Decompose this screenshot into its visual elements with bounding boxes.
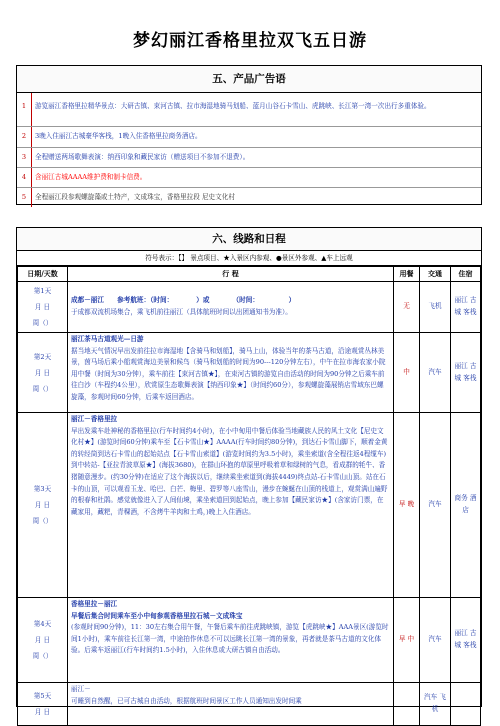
meal-cell: 早 中 <box>394 598 420 683</box>
hotel-cell: 丽江 古城 客栈 <box>451 333 481 413</box>
page-title: 梦幻丽江香格里拉双飞五日游 <box>133 31 367 51</box>
day-title: 丽江－ <box>71 685 91 693</box>
ad-item-text: 含丽江古城AAAA维护费和制卡信费。 <box>35 173 147 181</box>
day-week: 周（） <box>32 652 53 660</box>
day-cell <box>18 282 68 333</box>
col-header-transport: 交通 <box>420 267 451 282</box>
day-date: 月 日 <box>34 708 51 716</box>
day-label: 第5天 <box>33 692 52 700</box>
table-row <box>18 282 481 333</box>
day-date: 月 日 <box>34 303 51 311</box>
transport-cell: 汽车 <box>420 598 451 683</box>
day-body: 据当地天气情况早出发前往拉市海湿地【含骑马和划船】，骑马上山，体验当年的茶马古道，沿途观赏丛林美景，茵马场后乘小船观赏海边美景和候鸟（骑马和划船的时间为90---120分钟左右），中午在拉市海农家小院用中餐（时间为30分钟），乘车前往【束河古镇★】，在束河古镇的游览自由活动的时间为90分钟之后乘车前往白沙（车程约4公里），欣赏原生态歌舞表演【纳西印象★】（时间约60分），参观螺旋藻展销店雪域东巴螺旋藻，参观时间60分钟，后乘车返回酒店。 <box>71 346 386 401</box>
meal-cell: 中 <box>394 333 420 413</box>
hotel-cell: 丽江 古城 客栈 <box>451 282 481 333</box>
ad-section <box>16 65 482 205</box>
transport-cell: 飞机 <box>420 282 451 333</box>
ad-section-heading: 五、产品广告语 <box>17 66 481 93</box>
hotel-cell: 商务 酒店 <box>451 413 481 598</box>
day-label: 第2天 <box>33 352 52 361</box>
ad-item <box>17 188 481 207</box>
itinerary-cell <box>68 333 394 413</box>
hotel-cell <box>451 683 481 726</box>
ad-list <box>17 93 481 207</box>
route-section-heading: 六、线路和日程 <box>17 228 481 251</box>
table-row <box>18 333 481 413</box>
transport-cell: 汽车 飞机 <box>420 683 451 726</box>
day-cell <box>18 333 68 413</box>
route-section <box>16 227 482 716</box>
ad-item-text: 3晚入住丽江古城豪华客栈，1晚入住香格里拉商务酒店。 <box>35 132 202 140</box>
ad-item <box>17 93 481 127</box>
day-subtitle: 早餐后集合时间乘车至小中甸参观香格里拉石城－文成珠宝 <box>71 611 243 620</box>
ad-item <box>17 168 481 188</box>
symbol-legend: 符号表示：【】 景点项目、★入景区内参观、●景区外参观、▲车上远观 <box>17 251 481 266</box>
day-week: 周（） <box>32 384 53 393</box>
col-header-day: 日期/天数 <box>18 267 68 282</box>
meal-cell <box>394 683 420 726</box>
ad-item-num: 3 <box>17 148 32 167</box>
table-row <box>18 413 481 598</box>
day-cell <box>18 683 68 726</box>
ad-item-num: 5 <box>17 188 32 207</box>
ad-item-num: 2 <box>17 127 32 147</box>
day-body: (参观时间90分钟)，11：30左右集合用午餐，午餐后乘车前往虎跳峡镇，游览【虎跳峡★】AAA景区(游览时间1小时)，乘车前往长江第一湾，中途拍作休息不可以远眺长江第一湾的景象，再者就是茶马古道的文化体验。后乘车返丽江(行车时间约1.5小时)，入住休息或大研古镇自由活动。 <box>71 623 389 655</box>
table-row <box>18 683 481 726</box>
ad-item-text: 全程赠送两场歌舞表演：纳西印象和藏民家访（赠送项目不参加不退费）。 <box>35 153 250 161</box>
day-cell <box>18 413 68 598</box>
day-label: 第3天 <box>33 485 52 493</box>
itinerary-cell <box>68 598 394 683</box>
day-date: 月 日 <box>34 368 51 377</box>
table-header-row <box>18 267 481 282</box>
itinerary-cell <box>68 282 394 333</box>
ad-item-num: 4 <box>17 168 32 187</box>
meal-cell: 无 <box>394 282 420 333</box>
ad-item-text: 游览丽江香格里拉精华景点：大研古镇、束河古镇、拉市海湿地骑马划船、蓝月山谷石卡雪山、虎跳峡、长江第一湾一次出行多重体验。 <box>35 102 431 110</box>
transport-cell: 汽车 <box>420 413 451 598</box>
col-header-itinerary: 行 程 <box>68 267 394 282</box>
itinerary-cell <box>68 683 394 726</box>
day-title: 成都－丽江 参考航班：（时间： ）或 （时间： ） <box>71 296 296 305</box>
day-date: 月 日 <box>34 501 51 509</box>
day-week: 周（） <box>32 319 53 327</box>
day-date: 月 日 <box>34 636 51 644</box>
table-row <box>18 598 481 683</box>
day-week: 周（） <box>32 517 53 525</box>
day-label: 第1天 <box>33 287 52 295</box>
itinerary-table <box>17 266 481 726</box>
itinerary-cell <box>68 413 394 598</box>
ad-item <box>17 127 481 148</box>
hotel-cell: 丽江 古城 客栈 <box>451 598 481 683</box>
ad-item-num: 1 <box>17 93 32 126</box>
col-header-meal: 用餐 <box>394 267 420 282</box>
day-label: 第4天 <box>33 620 52 628</box>
day-title: 丽江茶马古道观光—日游 <box>71 335 144 343</box>
day-body: 可睡到自然醒，已可古城自由活动，根据航班时间景区工作人员通知出发时间乘 <box>71 696 302 705</box>
meal-cell: 早 晚 <box>394 413 420 598</box>
day-title: 香格里拉－丽江 <box>71 600 118 608</box>
day-body: 于成都双流机场集合，乘飞机前往丽江（具体航班时间以出团通知书为准）。 <box>71 308 292 316</box>
day-cell <box>18 598 68 683</box>
ad-item-text: 全程丽江段参观螺旋藻或土特产，文成珠宝，香格里拉段 尼史文化村 <box>35 193 235 201</box>
ad-item <box>17 148 481 168</box>
col-header-hotel: 住宿 <box>451 267 481 282</box>
transport-cell: 汽车 <box>420 333 451 413</box>
day-title: 丽江－香格里拉 <box>71 415 118 423</box>
day-body: 早出发乘车赴神秘的香格里拉(行车时间约4小时)，在小中甸用中餐后体验当地藏族人民的风土文化【尼史文化村★】(游览时间60分钟)乘车至【石卡雪山★】AAAA(行车时间约80分钟)，到达石卡雪山脚下，顺着金黄的转经筒到达石卡雪山的起始站点【石卡雪山索道】(游览时间约为3.5小时)，乘坐索道(含全程往返4程缆车)到中转站-【亚拉青波草原★】(海拔3680)，在群山环抱的草原里呼吸着草和绿树的气息，看成群的牦牛、香猪随意漫步。(约30分钟)在适应了这个海拔以后，继续乘坐索道到(海拔4449)终点站-石卡雪山山顶。站在石卡的山顶，可以观看玉龙、哈巴、白芒、梅里、碧罗等八座雪山，漫步在蜿蜒在山顶的栈道上，观赏满山遍野的根春和杜鹃。感觉就像进入了人间仙境，乘坐索道回到起始点，晚上参加【藏民家访★】(含家访门票，在藏家用，藏粑，青稞酒，不含烤牛羊肉和土鸡，)晚上入住酒店。 <box>71 426 388 516</box>
